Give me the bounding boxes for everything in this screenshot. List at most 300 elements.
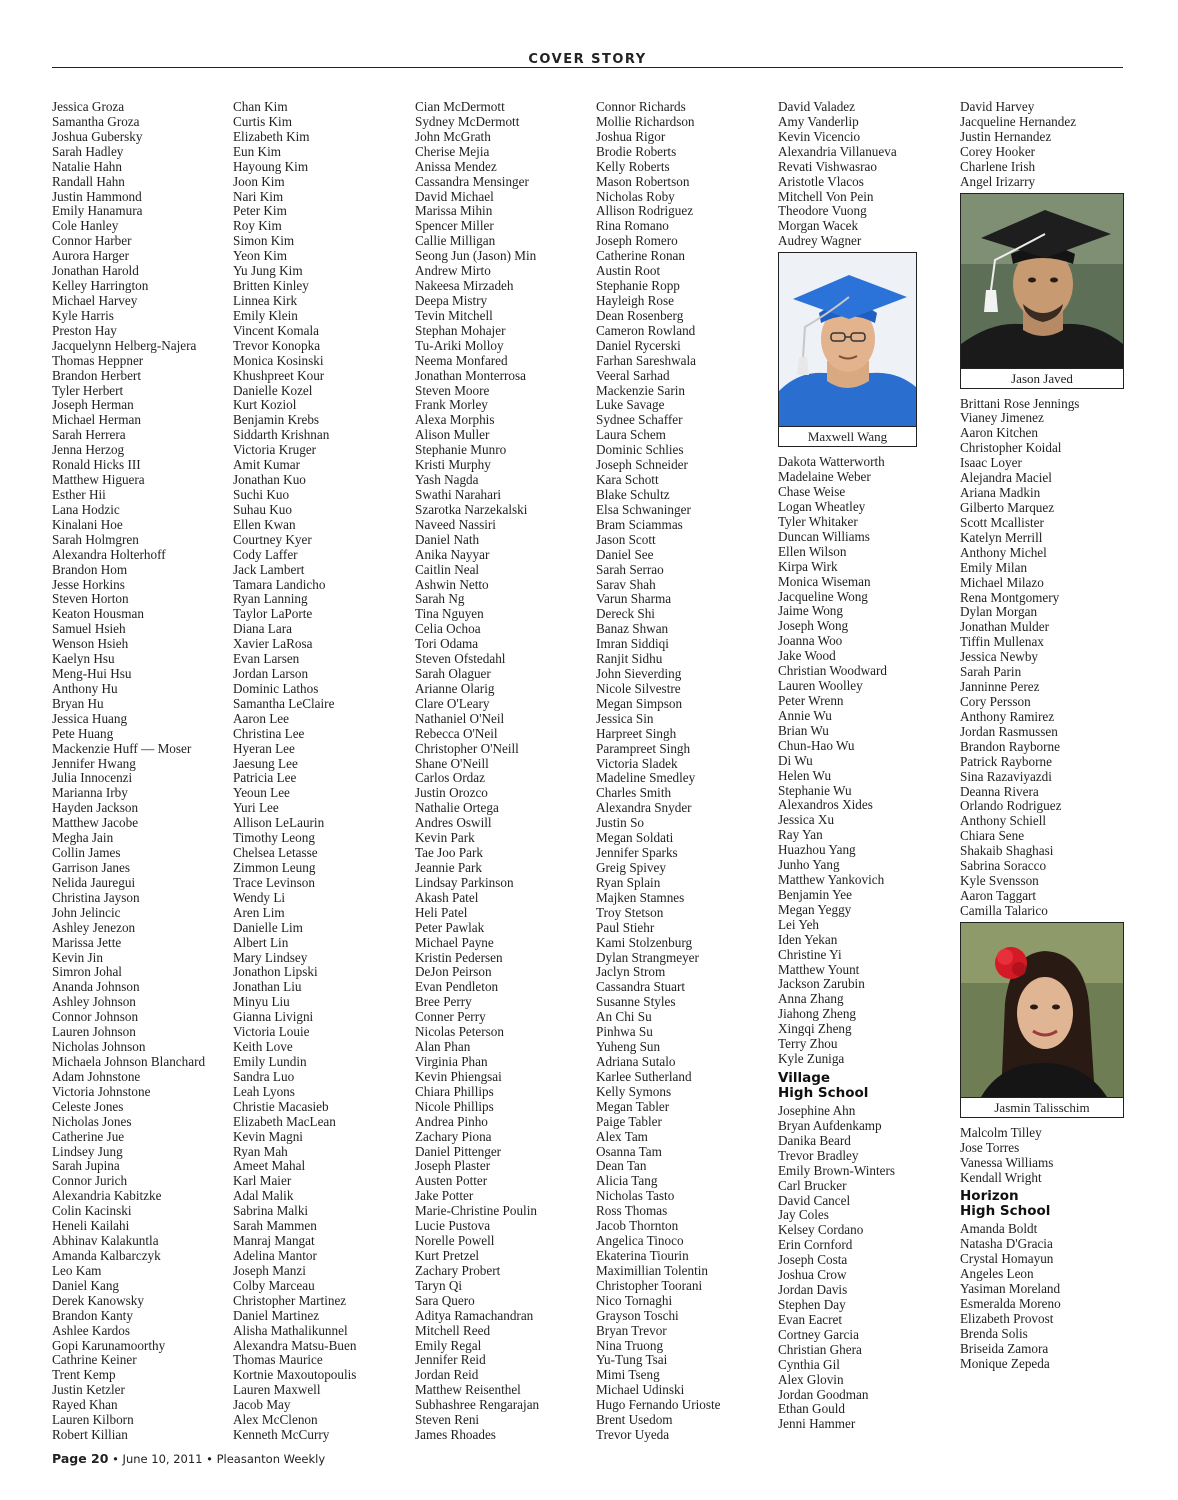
graduate-name: Evan Pendleton — [415, 979, 499, 995]
graduate-name: Yash Nagda — [415, 472, 479, 488]
graduate-name: Kristi Murphy — [415, 457, 491, 473]
graduate-name: Vincent Komala — [233, 322, 319, 338]
graduate-name: Gopi Karunamoorthy — [52, 1337, 166, 1353]
graduate-name: Michael Milazo — [960, 574, 1044, 590]
graduate-name: Cody Laffer — [233, 546, 298, 562]
graduate-name: Deepa Mistry — [415, 292, 488, 308]
graduate-name: Daniel Nath — [415, 531, 480, 547]
graduate-name: Austin Root — [596, 263, 661, 279]
graduate-name: Peter Wrenn — [778, 692, 844, 708]
graduate-name: Camilla Talarico — [960, 902, 1048, 918]
graduate-name: Mason Robertson — [596, 173, 690, 189]
graduate-name: Sarah Mammen — [233, 1218, 317, 1234]
graduate-name: Courtney Kyer — [233, 531, 312, 547]
graduate-name: Megan Yeggy — [778, 901, 852, 917]
graduate-name: Nathaniel O'Neil — [415, 710, 505, 726]
graduate-name: Brenda Solis — [960, 1325, 1028, 1341]
graduate-name: Sina Razaviyazdi — [960, 768, 1052, 784]
graduate-name: Virginia Phan — [415, 1054, 488, 1069]
graduate-name: Bram Sciammas — [596, 516, 683, 532]
graduate-name: Ameet Mahal — [233, 1158, 306, 1174]
graduate-name: Katelyn Merrill — [960, 529, 1043, 545]
graduate-name: Ananda Johnson — [52, 979, 140, 995]
graduate-name: Ariana Madkin — [960, 485, 1041, 501]
graduate-name: Jordan Reid — [415, 1367, 479, 1383]
graduate-name: David Valadez — [778, 99, 856, 114]
graduate-name: Matthew Yount — [778, 961, 860, 977]
footer-separator: • — [112, 1452, 119, 1466]
graduate-name: Jonathan Monterrosa — [415, 367, 526, 383]
photo-caption: Jason Javed — [961, 368, 1123, 388]
footer-separator: • — [206, 1452, 213, 1466]
graduate-name: Leah Lyons — [233, 1083, 295, 1099]
graduate-name: Tevin Mitchell — [415, 307, 493, 323]
graduate-name: Emily Regal — [415, 1337, 482, 1353]
graduate-name: Abhinav Kalakuntla — [52, 1233, 159, 1249]
graduate-name: Sabrina Soracco — [960, 858, 1047, 874]
graduate-name: Natasha D'Gracia — [960, 1236, 1053, 1252]
graduate-name: Spencer Miller — [415, 218, 494, 234]
graduate-name: Suchi Kuo — [233, 486, 290, 502]
graduate-name: Harpreet Singh — [596, 725, 677, 741]
graduate-name: Varun Sharma — [596, 591, 672, 607]
graduate-name: Vanessa Williams — [960, 1154, 1054, 1170]
graduate-name: Xavier LaRosa — [233, 636, 313, 652]
graduate-name: Tu-Ariki Molloy — [415, 337, 504, 353]
graduate-name: Christopher Koidal — [960, 440, 1062, 456]
graduate-name: Aren Lim — [233, 904, 285, 920]
graduate-name: Aristotle Vlacos — [778, 173, 864, 189]
name-column-4 — [596, 100, 774, 1443]
graduate-name: Joseph Costa — [778, 1252, 848, 1268]
graduate-name: Karlee Sutherland — [596, 1068, 692, 1084]
graduate-name: Yu-Tung Tsai — [596, 1352, 668, 1368]
graduate-name: Anthony Michel — [960, 544, 1047, 560]
graduate-name: Audrey Wagner — [778, 233, 862, 249]
graduate-name: Lei Yeh — [778, 916, 820, 932]
graduate-name: Wendy Li — [233, 889, 286, 905]
graduate-name: Alexandra Holterhoff — [52, 546, 166, 562]
graduate-name: Lauren Johnson — [52, 1024, 136, 1040]
graduate-name: Derek Kanowsky — [52, 1292, 144, 1308]
graduate-name: Kelsey Cordano — [778, 1222, 864, 1238]
graduate-name: Alex Tam — [596, 1128, 648, 1144]
graduate-name: Szarotka Narzekalski — [415, 501, 528, 517]
graduate-name: Victoria Kruger — [233, 442, 317, 458]
graduate-name: Anthony Ramirez — [960, 708, 1055, 724]
graduate-name: Mary Lindsey — [233, 949, 308, 965]
graduate-name: Austen Potter — [415, 1173, 488, 1189]
graduate-name: Nathalie Ortega — [415, 800, 499, 816]
graduate-name: Danika Beard — [778, 1132, 851, 1148]
graduate-name: Sarah Holmgren — [52, 531, 139, 547]
graduate-name: Sarah Ng — [415, 591, 465, 607]
graduate-photo-jasmin — [960, 922, 1124, 1118]
graduate-name: Anika Nayyar — [415, 546, 490, 562]
graduate-name: Danielle Lim — [233, 919, 303, 935]
graduate-name: Heli Patel — [415, 904, 468, 920]
graduate-name: Ryan Mah — [233, 1143, 288, 1159]
graduate-name: Stephan Mohajer — [415, 322, 506, 338]
school-heading-village: Village High School — [778, 1070, 869, 1102]
graduate-name: Rebecca O'Neil — [415, 725, 498, 741]
graduate-name: Amanda Boldt — [960, 1221, 1038, 1237]
graduate-name: Jake Potter — [415, 1188, 474, 1204]
graduate-name: Junho Yang — [778, 857, 840, 873]
graduate-name: Lindsay Parkinson — [415, 874, 514, 890]
graduate-name: Sandra Luo — [233, 1068, 295, 1084]
graduate-name: Kelley Harrington — [52, 278, 149, 294]
graduate-name: Samantha LeClaire — [233, 695, 335, 711]
graduate-name: Sarah Hadley — [52, 143, 124, 159]
graduate-name: Trace Levinson — [233, 874, 315, 890]
graduate-name: Callie Milligan — [415, 233, 496, 249]
name-column-2 — [233, 100, 411, 1443]
name-list-after-photo — [960, 1126, 1138, 1186]
graduate-name: Joanna Woo — [778, 633, 843, 649]
graduate-name: Zachary Piona — [415, 1128, 492, 1144]
graduate-name: Briseida Zamora — [960, 1340, 1049, 1356]
graduate-name: James Rhoades — [415, 1427, 496, 1443]
graduate-name: Anissa Mendez — [415, 158, 497, 174]
graduate-name: Steven Moore — [415, 382, 490, 398]
graduate-name: Justin Orozco — [415, 785, 488, 801]
graduate-name: Kara Schott — [596, 472, 659, 488]
graduate-name: Benjamin Krebs — [233, 412, 320, 428]
graduate-name: Annie Wu — [778, 707, 832, 723]
graduate-name: Alex McClenon — [233, 1412, 318, 1428]
graduate-name: Sarah Parin — [960, 664, 1022, 680]
graduate-name: Justin Ketzler — [52, 1382, 125, 1398]
graduate-name: Jordan Goodman — [778, 1386, 869, 1402]
graduate-name: Dereck Shi — [596, 606, 655, 622]
graduate-name: Malcolm Tilley — [960, 1124, 1042, 1140]
graduate-name: Akash Patel — [415, 889, 479, 905]
graduate-name: Erin Cornford — [778, 1237, 853, 1253]
graduate-name: Kelly Roberts — [596, 158, 670, 174]
graduate-name: Linnea Kirk — [233, 292, 298, 308]
graduate-portrait-image — [961, 194, 1123, 368]
name-column-1 — [52, 100, 230, 1443]
graduate-portrait-image — [961, 923, 1123, 1097]
graduate-name: Thomas Maurice — [233, 1352, 323, 1368]
graduate-name: Aaron Kitchen — [960, 425, 1038, 441]
graduate-name: Matthew Higuera — [52, 472, 145, 488]
graduate-name: Nari Kim — [233, 188, 284, 204]
graduate-name: Naveed Nassiri — [415, 516, 496, 532]
graduate-name: Ranjit Sidhu — [596, 651, 663, 667]
graduate-name: Nelida Jauregui — [52, 874, 136, 890]
graduate-name: Aurora Harger — [52, 248, 130, 264]
graduate-name: Laura Schem — [596, 427, 666, 443]
graduate-name: Jeannie Park — [415, 860, 483, 876]
graduate-name: Angel Irizarry — [960, 173, 1036, 189]
graduate-name: Timothy Leong — [233, 830, 315, 846]
graduate-name: Anna Zhang — [778, 991, 844, 1007]
graduate-name: Madelaine Weber — [778, 469, 871, 485]
graduate-name: Celeste Jones — [52, 1098, 124, 1114]
graduate-name: Revati Vishwasrao — [778, 158, 877, 174]
graduate-name: Joon Kim — [233, 173, 285, 189]
graduate-name: Manraj Mangat — [233, 1233, 315, 1249]
graduate-name: Sarah Serrao — [596, 561, 664, 577]
graduate-name: Terry Zhou — [778, 1036, 838, 1052]
graduate-name: Christopher Toorani — [596, 1277, 703, 1293]
graduate-name: Xingqi Zheng — [778, 1021, 852, 1037]
graduate-name: Jaesung Lee — [233, 755, 298, 771]
graduate-name: Alexa Morphis — [415, 412, 495, 428]
graduate-name: Monique Zepeda — [960, 1355, 1050, 1371]
graduate-photo-maxwell — [778, 252, 917, 447]
graduate-name: Frank Morley — [415, 397, 488, 413]
graduate-name: Theodore Vuong — [778, 203, 867, 219]
graduate-name: Connor Richards — [596, 99, 686, 114]
name-list-middle — [960, 397, 1138, 919]
graduate-name: Victoria Sladek — [596, 755, 678, 771]
graduate-name: Aaron Lee — [233, 710, 290, 726]
graduate-name: Sarah Olaguer — [415, 666, 491, 682]
graduate-name: Nakeesa Mirzadeh — [415, 278, 514, 294]
graduate-name: John Sieverding — [596, 666, 682, 682]
graduate-name: Kenneth McCurry — [233, 1427, 330, 1443]
graduate-name: Iden Yekan — [778, 931, 838, 947]
graduate-name: Aditya Ramachandran — [415, 1307, 534, 1323]
graduate-name: Yasiman Moreland — [960, 1281, 1061, 1297]
graduate-photo-jason — [960, 193, 1124, 389]
graduate-name: Lindsey Jung — [52, 1143, 123, 1159]
graduate-name: Suhau Kuo — [233, 501, 292, 517]
graduate-name: Jessica Sin — [596, 710, 654, 726]
graduate-name: Lauren Woolley — [778, 678, 863, 694]
graduate-name: Evan Larsen — [233, 651, 300, 667]
graduate-name: Emily Milan — [960, 559, 1028, 575]
graduate-name: Alex Glovin — [778, 1371, 844, 1387]
graduate-name: Joshua Crow — [778, 1267, 847, 1283]
graduate-name: Marianna Irby — [52, 785, 128, 801]
graduate-name: Victoria Johnstone — [52, 1083, 151, 1099]
graduate-name: Kevin Magni — [233, 1128, 303, 1144]
graduate-name: Mackenzie Huff — Moser — [52, 740, 192, 756]
graduate-name: Zimmon Leung — [233, 860, 316, 876]
graduate-name: Britten Kinley — [233, 278, 309, 294]
graduate-name: Stephen Day — [778, 1297, 846, 1312]
graduate-name: Nicole Phillips — [415, 1098, 494, 1114]
graduate-name: Simron Johal — [52, 964, 122, 980]
graduate-name: Caitlin Neal — [415, 561, 480, 577]
graduate-name: Keith Love — [233, 1039, 293, 1055]
graduate-name: Patrick Rayborne — [960, 753, 1052, 769]
graduate-name: Cynthia Gil — [778, 1356, 840, 1372]
graduate-name: Banaz Shwan — [596, 621, 669, 637]
graduate-name: Robert Killian — [52, 1427, 128, 1443]
graduate-name: Brandon Kanty — [52, 1307, 133, 1323]
graduate-name: Rena Montgomery — [960, 589, 1060, 605]
graduate-name: Rayed Khan — [52, 1397, 118, 1413]
graduate-name: Ryan Splain — [596, 874, 661, 890]
graduate-name: Kurt Koziol — [233, 397, 297, 413]
graduate-name: Jacqueline Wong — [778, 588, 868, 604]
graduate-name: Samantha Groza — [52, 113, 140, 129]
graduate-name: Dakota Watterworth — [778, 454, 885, 470]
graduate-name: Pinhwa Su — [596, 1024, 653, 1040]
graduate-name: Andres Oswill — [415, 815, 492, 831]
graduate-name: Peter Pawlak — [415, 919, 485, 935]
graduate-name: Jonathan Mulder — [960, 619, 1049, 635]
graduate-name: Yu Jung Kim — [233, 263, 303, 279]
graduate-name: Michael Harvey — [52, 292, 138, 308]
graduate-name: Alicia Tang — [596, 1173, 658, 1189]
graduate-name: Elsa Schwaninger — [596, 501, 691, 517]
name-list-bottom — [778, 1104, 956, 1432]
graduate-name: Ekaterina Tiourin — [596, 1247, 689, 1263]
graduate-name: Seong Jun (Jason) Min — [415, 248, 537, 264]
graduate-name: Charlene Irish — [960, 158, 1036, 174]
graduate-name: Jordan Rasmussen — [960, 723, 1058, 739]
graduate-name: Minyu Liu — [233, 994, 290, 1010]
graduate-name: John Jelincic — [52, 904, 121, 920]
graduate-name: Curtis Kim — [233, 113, 292, 129]
graduate-name: Charles Smith — [596, 785, 672, 801]
graduate-name: Veeral Sarhad — [596, 367, 670, 383]
graduate-name: Daniel Pittenger — [415, 1143, 502, 1159]
graduate-name: David Michael — [415, 188, 494, 204]
graduate-name: Deanna Rivera — [960, 783, 1039, 799]
graduate-name: Orlando Rodriguez — [960, 798, 1062, 814]
graduate-name: Randall Hahn — [52, 173, 125, 189]
graduate-name: Carlos Ordaz — [415, 770, 485, 786]
graduate-name: Brandon Herbert — [52, 367, 141, 383]
graduate-name: Monica Wiseman — [778, 573, 871, 589]
graduate-name: Stephanie Ropp — [596, 278, 680, 294]
graduate-name: Chelsea Letasse — [233, 845, 318, 861]
graduate-name: Sarav Shah — [596, 576, 656, 592]
graduate-name: Kevin Vicencio — [778, 128, 861, 144]
graduate-name: Yeon Kim — [233, 248, 287, 264]
graduate-name: Emily Lundin — [233, 1054, 307, 1069]
graduate-name: Susanne Styles — [596, 994, 676, 1010]
graduate-name: Albert Lin — [233, 934, 289, 950]
graduate-name: Helen Wu — [778, 767, 832, 783]
graduate-name: Dominic Schlies — [596, 442, 684, 458]
graduate-name: Sarah Jupina — [52, 1158, 120, 1174]
name-column-3 — [415, 100, 593, 1443]
page-footer — [52, 1451, 325, 1466]
graduate-name: Daniel Rycerski — [596, 337, 681, 353]
graduate-name: Alexandra Snyder — [596, 800, 692, 816]
graduate-name: Brodie Roberts — [596, 143, 677, 159]
graduate-name: Jaclyn Strom — [596, 964, 666, 980]
graduate-name: Adelina Mantor — [233, 1247, 317, 1263]
graduate-name: Nicolas Peterson — [415, 1024, 504, 1040]
graduate-name: Chun-Hao Wu — [778, 737, 855, 753]
graduate-name: Alisha Mathalikunnel — [233, 1322, 348, 1338]
graduate-name: Conner Perry — [415, 1009, 486, 1025]
graduate-name: Jessica Huang — [52, 710, 128, 726]
graduate-name: Stephanie Wu — [778, 782, 852, 798]
graduate-name: Patricia Lee — [233, 770, 297, 786]
graduate-name: Kevin Phiengsai — [415, 1068, 502, 1084]
graduate-name: Cassandra Mensinger — [415, 173, 529, 189]
graduate-name: Elizabeth MacLean — [233, 1113, 336, 1129]
graduate-name: Brandon Hom — [52, 561, 128, 577]
graduate-name: Chiara Phillips — [415, 1083, 494, 1099]
graduate-name: Mackenzie Sarin — [596, 382, 685, 398]
graduate-name: Cian McDermott — [415, 99, 505, 114]
graduate-name: Mimi Tseng — [596, 1367, 660, 1383]
graduate-name: Rina Romano — [596, 218, 669, 234]
graduate-name: Christian Woodward — [778, 663, 887, 679]
graduate-name: Kaelyn Hsu — [52, 651, 115, 667]
graduate-name: Joshua Rigor — [596, 128, 666, 144]
graduate-name: Hayoung Kim — [233, 158, 309, 174]
graduate-name: David Cancel — [778, 1192, 851, 1208]
graduate-name: Swathi Narahari — [415, 486, 502, 502]
graduate-name: Bree Perry — [415, 994, 472, 1010]
graduate-name: Trevor Bradley — [778, 1147, 859, 1163]
graduate-name: Angeles Leon — [960, 1266, 1034, 1282]
graduate-name: Karl Maier — [233, 1173, 292, 1189]
graduate-name: Daniel Martinez — [233, 1307, 320, 1323]
graduate-name: Wenson Hsieh — [52, 636, 129, 652]
graduate-name: Sara Quero — [415, 1292, 475, 1308]
graduate-name: Tae Joo Park — [415, 845, 483, 861]
graduate-name: Jonathan Liu — [233, 979, 302, 995]
graduate-name: Christie Macasieb — [233, 1098, 329, 1114]
graduate-name: Chiara Sene — [960, 828, 1025, 844]
graduate-name: Nicholas Roby — [596, 188, 675, 204]
section-title: COVER STORY — [528, 52, 647, 67]
graduate-name: Jake Wood — [778, 648, 836, 664]
graduate-name: Lana Hodzic — [52, 501, 120, 517]
graduate-name: Michael Payne — [415, 934, 494, 950]
graduate-name: Thomas Heppner — [52, 352, 144, 368]
graduate-name: Jason Scott — [596, 531, 656, 547]
graduate-name: Garrison Janes — [52, 860, 131, 876]
graduate-name: Lucie Pustova — [415, 1218, 491, 1234]
graduate-name: Parampreet Singh — [596, 740, 691, 756]
graduate-name: Isaac Loyer — [960, 455, 1022, 471]
graduate-name: Ethan Gould — [778, 1401, 846, 1417]
graduate-name: Adriana Sutalo — [596, 1054, 676, 1069]
graduate-name: Andrea Pinho — [415, 1113, 488, 1129]
graduate-name: Elizabeth Provost — [960, 1311, 1054, 1327]
graduate-name: Cortney Garcia — [778, 1326, 859, 1342]
publication-name: Pleasanton Weekly — [216, 1452, 326, 1466]
graduate-name: Neema Monfared — [415, 352, 508, 368]
graduate-name: Janninne Perez — [960, 679, 1040, 695]
graduate-name: Trevor Konopka — [233, 337, 321, 353]
graduate-name: Marissa Mihin — [415, 203, 493, 219]
graduate-name: Jacob Thornton — [596, 1218, 679, 1234]
graduate-name: Christina Jayson — [52, 889, 140, 905]
graduate-name: Ashwin Netto — [415, 576, 489, 592]
graduate-name: Kevin Jin — [52, 949, 103, 965]
graduate-name: Corey Hooker — [960, 143, 1036, 159]
photo-caption: Jasmin Talisschim — [961, 1097, 1123, 1117]
graduate-name: Jack Lambert — [233, 561, 305, 577]
graduate-name: Collin James — [52, 845, 121, 861]
graduate-name: Jay Coles — [778, 1207, 829, 1223]
graduate-name: Alison Muller — [415, 427, 490, 443]
graduate-name: Joseph Romero — [596, 233, 678, 249]
graduate-name: Michael Udinski — [596, 1382, 685, 1398]
graduate-name: Aaron Taggart — [960, 887, 1037, 903]
graduate-name: Brian Wu — [778, 722, 829, 738]
graduate-name: Jennifer Hwang — [52, 755, 136, 771]
graduate-name: Maximillian Tolentin — [596, 1262, 709, 1278]
graduate-name: Scott Mcallister — [960, 514, 1044, 530]
name-list-top — [778, 100, 956, 249]
